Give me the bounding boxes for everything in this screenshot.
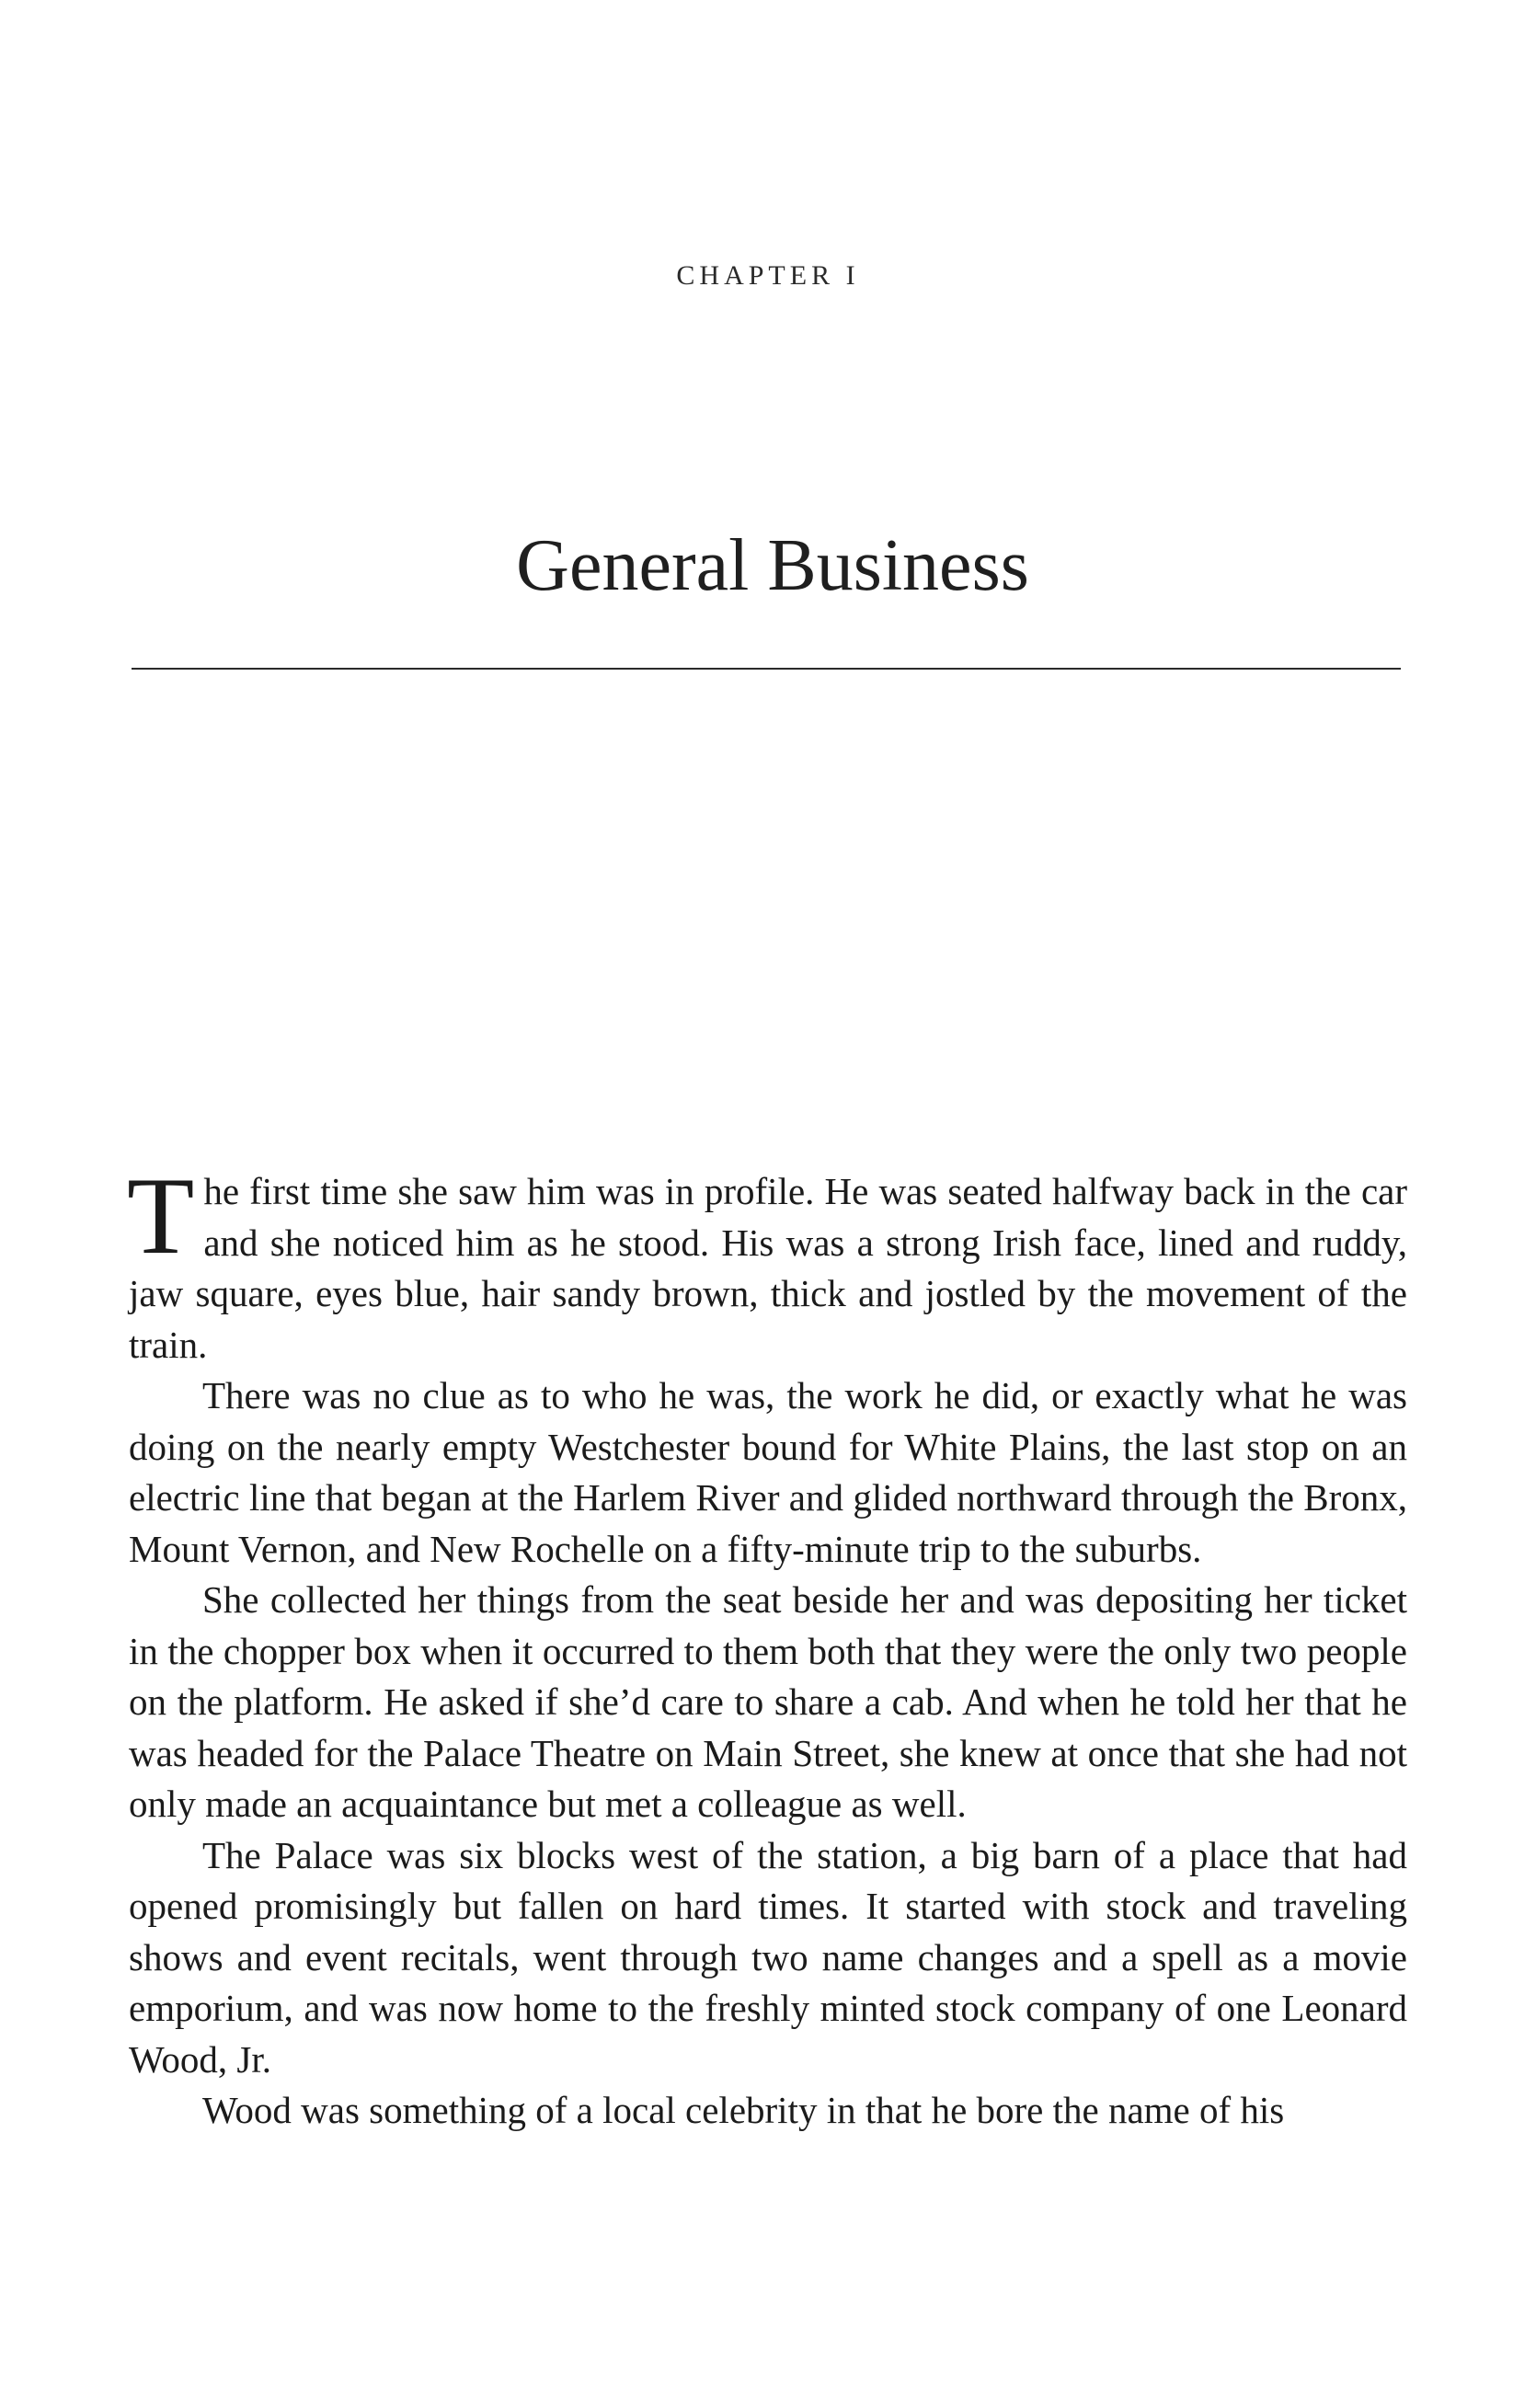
paragraph-4: The Palace was six blocks west of the station, a big barn of a place that had opened promisingly but fallen on hard times. It started with stock and traveling shows and event recitals, went through two name changes and a spell as a movie emporium, and was now home to the freshly minted stock company of one Leonard Wood, Jr. [129,1833,1407,2081]
paragraph-3: She collected her things from the seat beside her and was depositing her ticket in the chopper box when it occurred to them both that they were the only two people on the platform. He asked if she’d care to share a cab. And when he told her that he was headed for the Palace Theatre on Main Street, she knew at once that she had not only made an acquaintance but met a colleague as well. [129,1578,1407,1825]
chapter-title: General Business [516,525,1029,606]
paragraph-1-text: he first time she saw him was in profile. He was seated halfway back in the car and she noticed him as he stood. His was a strong Irish face, lined and ruddy, jaw square, eyes blue, hair sandy brown, thick and jostled by the movement of the train. [129,1170,1407,1366]
paragraph-1 [127,1154,1407,1370]
paragraph-5: Wood was something of a local celebrity in that he bore the name of his [202,2089,1285,2131]
chapter-body [127,1154,1407,2137]
drop-cap: T [127,1154,195,1277]
paragraph-2: There was no clue as to who he was, the work he did, or exactly what he was doing on the nearly empty Westchester bound for White Plains, the last stop on an electric line that began at the Harlem River and glided northward through the Bronx, Mount Vernon, and New Rochelle on a fifty-minute trip to the suburbs. [129,1374,1407,1570]
chapter-label: CHAPTER I [676,260,860,291]
title-divider [132,668,1401,670]
